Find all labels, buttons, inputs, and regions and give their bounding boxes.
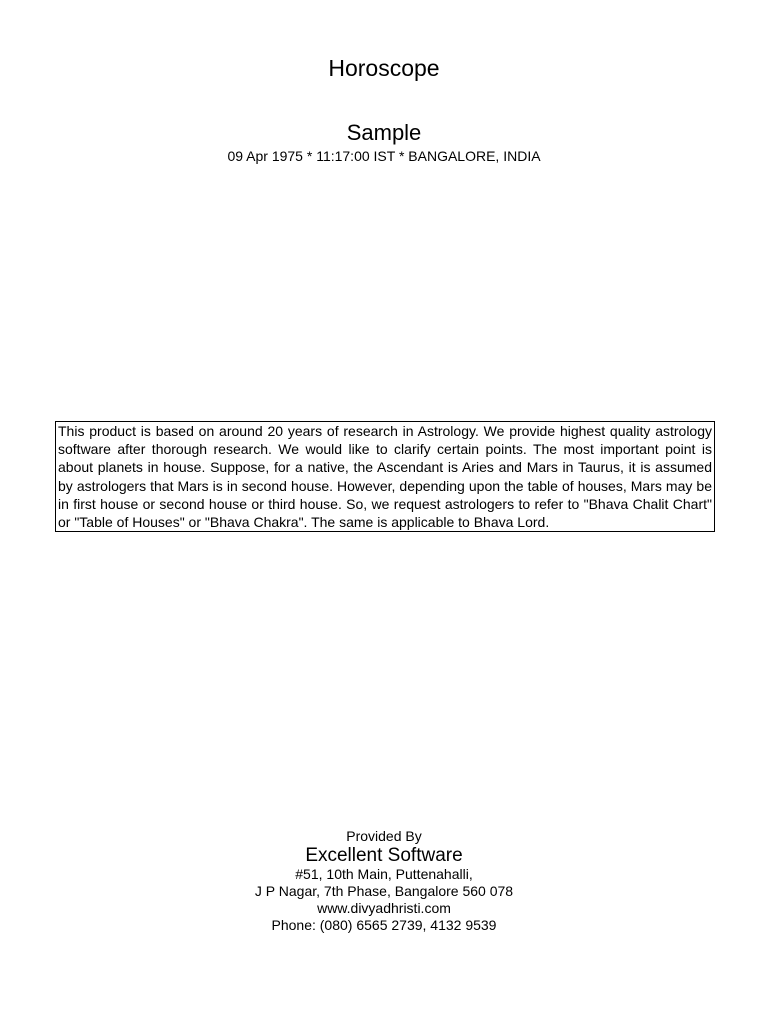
- address-line-1: #51, 10th Main, Puttenahalli,: [295, 866, 473, 882]
- website-link[interactable]: www.divyadhristi.com: [317, 900, 451, 916]
- company-address: [0, 866, 768, 934]
- provided-by-label: Provided By: [346, 828, 422, 844]
- disclaimer-box: This product is based on around 20 years of research in Astrology. We provide highest quality astrology software after thorough research. We would like to clarify certain points. The most important point is about planets in house. Suppose, for a native, the Ascendant is Aries and Mars in Taurus, it is assumed by astrologers that Mars is in second house. However, depending upon the table of houses, Mars may be in first house or second house or third house. So, we request astrologers to refer to "Bhava Chalit Chart" or "Table of Houses" or "Bhava Chakra". The same is applicable to Bhava Lord.: [55, 421, 715, 532]
- page-subtitle: Sample: [346, 120, 422, 145]
- company-name: Excellent Software: [305, 845, 463, 866]
- birth-details: 09 Apr 1975 * 11:17:00 IST * BANGALORE, INDIA: [227, 148, 541, 164]
- phone-number: Phone: (080) 6565 2739, 4132 9539: [271, 917, 497, 933]
- address-line-2: J P Nagar, 7th Phase, Bangalore 560 078: [254, 883, 514, 899]
- page-title: Horoscope: [328, 55, 440, 81]
